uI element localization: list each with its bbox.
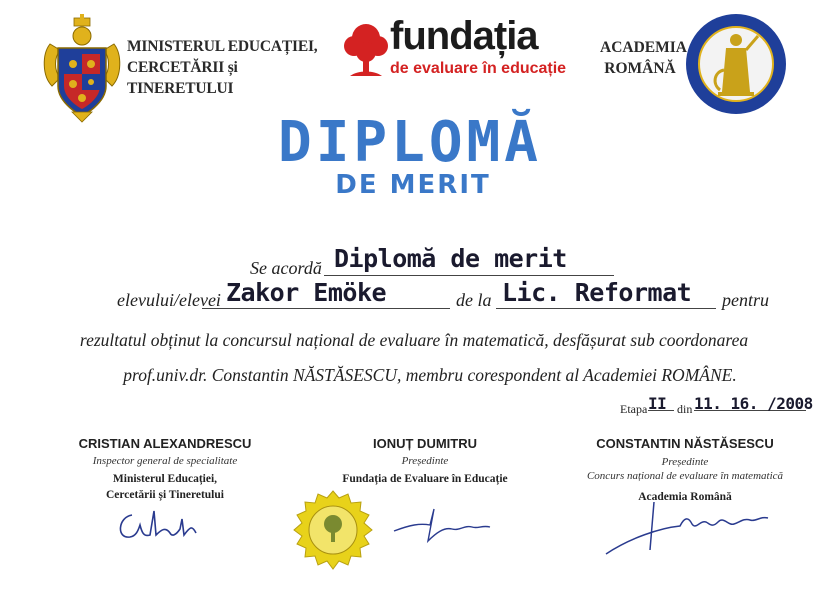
signatory-org-line-1: Ministerul Educației, (112, 473, 218, 485)
ministry-line-1: MINISTERUL EDUCAȚIEI, (127, 38, 318, 55)
foundation-tree-logo (342, 20, 390, 78)
signatory-name: CONSTANTIN NĂSTĂSESCU (596, 436, 774, 451)
student-label: elevului/elevei (117, 290, 221, 310)
signatory-name: CRISTIAN ALEXANDRESCU (78, 436, 252, 451)
signature-block-right (560, 436, 810, 505)
signature-block-left (40, 436, 290, 503)
school-name: Lic. Reformat (502, 278, 692, 307)
date-value: 11. 16. /2008 (694, 394, 813, 413)
stage-label: Etapa (620, 402, 648, 416)
ministry-line-2: CERCETĂRII și TINERETULUI (127, 59, 238, 97)
signatory-name: IONUȚ DUMITRU (373, 436, 477, 451)
signatory-org-line-2: Cercetării și Tineretului (106, 489, 224, 501)
awarded-underline (324, 275, 614, 276)
stage-value: II (648, 394, 667, 413)
handwritten-signature-middle (390, 505, 500, 545)
signature-block-middle (300, 436, 550, 487)
date-label: din (677, 402, 693, 416)
foundation-subtitle: de evaluare în educație (390, 60, 567, 77)
student-name: Zakor Emöke (226, 278, 387, 307)
school-underline (496, 308, 716, 309)
diploma-title: DIPLOMĂ (277, 110, 542, 175)
student-underline (202, 308, 450, 309)
foundation-title: fundația (390, 14, 538, 58)
signatory-role: Președinte (661, 456, 709, 468)
signatory-role: Președinte (401, 455, 449, 467)
foundation-seal (290, 490, 376, 576)
body-line-4: prof.univ.dr. Constantin NĂSTĂSESCU, membru corespondent al Academiei ROMÂNE. (123, 365, 737, 385)
academy-line-2: ROMÂNĂ (604, 60, 676, 77)
diploma-subtitle: DE MERIT (335, 170, 491, 200)
school-label: de la (456, 290, 492, 310)
signatory-role-line-2: Concurs național de evaluare în matematică (586, 470, 784, 482)
academy-name (600, 37, 687, 79)
body-line-3: rezultatul obținut la concursul național de evaluare în matematică, desfășurat sub coordonarea (79, 330, 749, 350)
romanian-coat-of-arms (40, 14, 124, 124)
awarded-value: Diplomă de merit (334, 244, 567, 273)
academy-seal-logo (684, 10, 788, 118)
signatory-org-line-1: Academia Română (638, 491, 732, 503)
ministry-name (127, 36, 327, 99)
signatory-role: Inspector general de specialitate (92, 455, 238, 467)
awarded-label: Se acordă (250, 258, 322, 278)
for-label: pentru (722, 290, 769, 310)
handwritten-signature-right (600, 498, 780, 560)
signatory-org-line-1: Fundația de Evaluare în Educație (342, 473, 508, 485)
academy-line-1: ACADEMIA (600, 39, 687, 56)
handwritten-signature-left (110, 505, 210, 545)
